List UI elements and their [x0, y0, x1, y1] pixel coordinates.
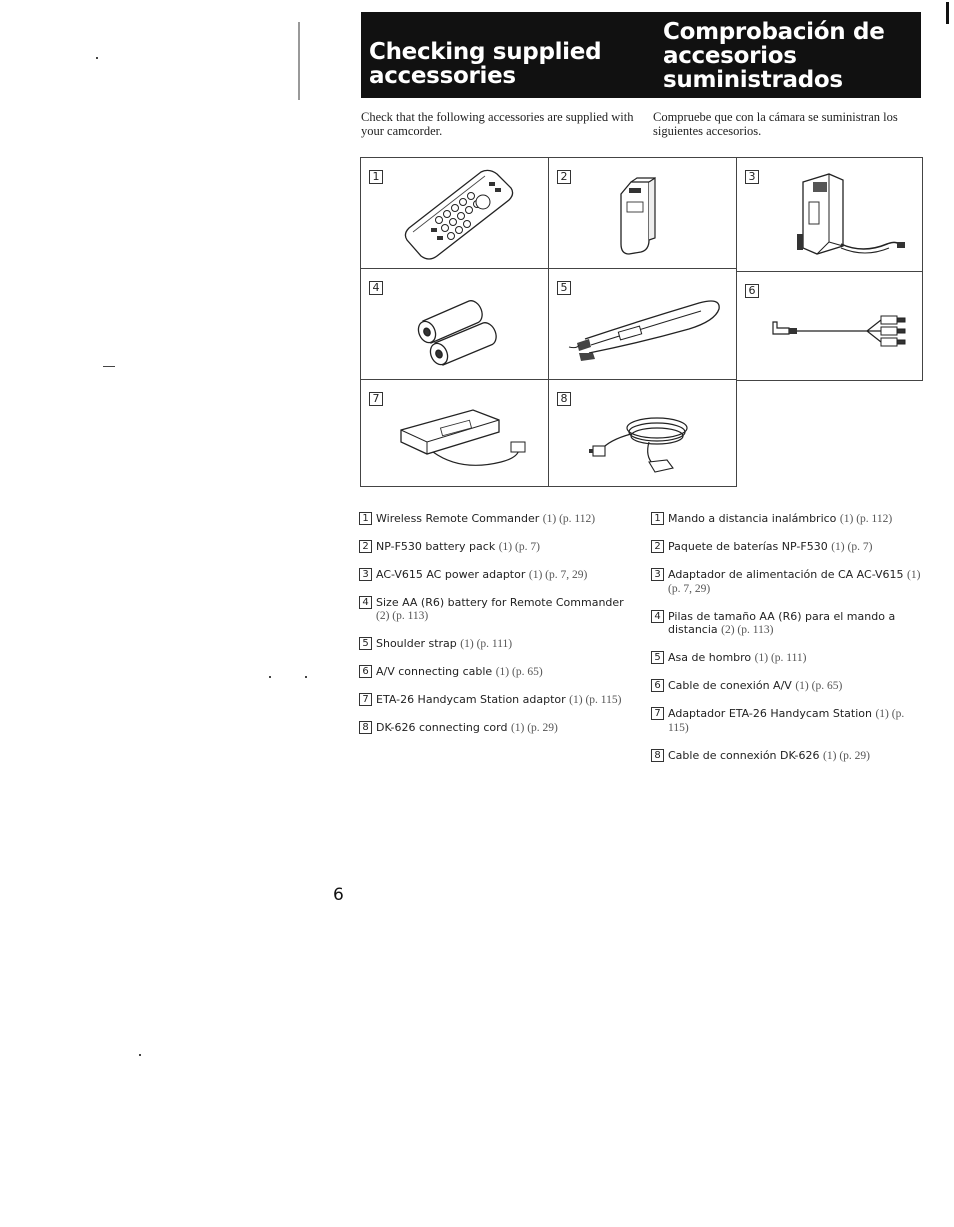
- item-name: NP-F530 battery pack: [376, 540, 496, 553]
- accessory-list-english: [359, 512, 629, 749]
- accessory-list-spanish: [651, 512, 921, 777]
- item-name: ETA-26 Handycam Station adaptor: [376, 693, 566, 706]
- list-item: 5 Shoulder strap (1) (p. 111): [359, 637, 629, 651]
- figure-number-8: 8: [557, 392, 571, 406]
- item-ref: (1) (p. 115): [569, 694, 622, 706]
- aa-batteries-icon: [361, 269, 550, 381]
- item-ref: (1) (p. 7, 29): [528, 569, 588, 581]
- figure-cell-3: [736, 157, 923, 272]
- item-ref: (1) (p. 65): [495, 666, 543, 678]
- item-ref: (1) (p. 111): [460, 638, 513, 650]
- scan-mark: [103, 366, 115, 367]
- scan-mark: [305, 676, 307, 678]
- figure-cell-2: [548, 157, 737, 269]
- item-name: Wireless Remote Commander: [376, 512, 540, 525]
- item-ref: (1) (p. 112): [542, 513, 596, 525]
- item-name: Cable de connexión DK-626: [668, 749, 820, 762]
- figure-number-5: 5: [557, 281, 571, 295]
- item-ref: (1) (p. 29): [510, 722, 558, 734]
- section-title-bar: [361, 12, 921, 98]
- battery-pack-icon: [549, 158, 738, 270]
- scan-mark: [96, 57, 98, 59]
- figure-number-7: 7: [369, 392, 383, 406]
- item-name: A/V connecting cable: [376, 665, 493, 678]
- list-item: 1 Mando a distancia inalámbrico (1) (p. 112): [651, 512, 921, 526]
- list-item: 6 A/V connecting cable (1) (p. 65): [359, 665, 629, 679]
- item-name: Adaptador ETA-26 Handycam Station: [668, 707, 872, 720]
- item-name: Size AA (R6) battery for Remote Commander: [376, 596, 624, 609]
- remote-commander-icon: [361, 158, 550, 270]
- list-item: 3 Adaptador de alimentación de CA AC-V615 (1) (p. 7, 29): [651, 568, 921, 596]
- list-item: 2 NP-F530 battery pack (1) (p. 7): [359, 540, 629, 554]
- scan-mark: [139, 1054, 141, 1056]
- figure-cell-8: [548, 379, 737, 487]
- item-name: Cable de conexión A/V: [668, 679, 792, 692]
- connecting-cord-icon: [549, 380, 738, 488]
- list-item: 1 Wireless Remote Commander (1) (p. 112): [359, 512, 629, 526]
- item-name: Paquete de baterías NP-F530: [668, 540, 828, 553]
- intro-text-spanish: Compruebe que con la cámara se suministran los siguientes accesorios.: [653, 110, 898, 138]
- figure-cell-6: [736, 271, 923, 381]
- list-item: 2 Paquete de baterías NP-F530 (1) (p. 7): [651, 540, 921, 554]
- item-name: Shoulder strap: [376, 637, 457, 650]
- page-edge-mark: [946, 2, 949, 24]
- page-title-spanish: Comprobación de accesorios suministrados: [663, 19, 885, 93]
- list-item: 4 Size AA (R6) battery for Remote Commander (2) (p. 113): [359, 596, 629, 623]
- list-item: 8 DK-626 connecting cord (1) (p. 29): [359, 721, 629, 735]
- item-name: AC-V615 AC power adaptor: [376, 568, 526, 581]
- item-name: Pilas de tamaño AA (R6) para el mando a distancia: [668, 610, 896, 636]
- scan-mark: [298, 22, 300, 100]
- figure-number-1: 1: [369, 170, 383, 184]
- item-name: Adaptador de alimentación de CA AC-V615: [668, 568, 904, 581]
- shoulder-strap-icon: [549, 269, 738, 381]
- item-ref: (1) (p. 111): [754, 652, 807, 664]
- list-item: 4 Pilas de tamaño AA (R6) para el mando a distancia (2) (p. 113): [651, 610, 921, 637]
- item-name: Asa de hombro: [668, 651, 752, 664]
- page-title-english: Checking supplied accessories: [369, 39, 602, 89]
- handycam-station-icon: [361, 380, 550, 488]
- list-item: 8 Cable de connexión DK-626 (1) (p. 29): [651, 749, 921, 763]
- item-ref: (1) (p. 29): [823, 750, 870, 762]
- list-item: 3 AC-V615 AC power adaptor (1) (p. 7, 29): [359, 568, 629, 582]
- figure-number-2: 2: [557, 170, 571, 184]
- item-ref: (1) (p. 65): [795, 680, 843, 692]
- item-ref: (2) (p. 113): [721, 624, 774, 636]
- list-item: 7 Adaptador ETA-26 Handycam Station (1) (p. 115): [651, 707, 921, 735]
- figure-cell-1: [360, 157, 549, 269]
- list-item: 7 ETA-26 Handycam Station adaptor (1) (p. 115): [359, 693, 629, 707]
- page-number: 6: [333, 885, 344, 905]
- figure-number-3: 3: [745, 170, 759, 184]
- item-ref: (1) (p. 115): [668, 708, 905, 734]
- item-ref: (1) (p. 112): [839, 513, 893, 525]
- figure-cell-7: [360, 379, 549, 487]
- item-ref: (1) (p. 7): [498, 541, 540, 553]
- item-name: Mando a distancia inalámbrico: [668, 512, 837, 525]
- figure-number-4: 4: [369, 281, 383, 295]
- ac-adaptor-icon: [737, 158, 924, 273]
- figure-cell-5: [548, 268, 737, 380]
- item-ref: (1) (p. 7, 29): [668, 569, 921, 595]
- item-ref: (1) (p. 7): [831, 541, 873, 553]
- scan-mark: [269, 676, 271, 678]
- intro-text-english: Check that the following accessories are supplied with your camcorder.: [361, 110, 634, 138]
- list-item: 5 Asa de hombro (1) (p. 111): [651, 651, 921, 665]
- accessories-figure: [360, 157, 923, 487]
- item-name: DK-626 connecting cord: [376, 721, 508, 734]
- av-cable-icon: [737, 272, 924, 382]
- item-ref: (2) (p. 113): [376, 610, 429, 622]
- figure-number-6: 6: [745, 284, 759, 298]
- list-item: 6 Cable de conexión A/V (1) (p. 65): [651, 679, 921, 693]
- figure-cell-4: [360, 268, 549, 380]
